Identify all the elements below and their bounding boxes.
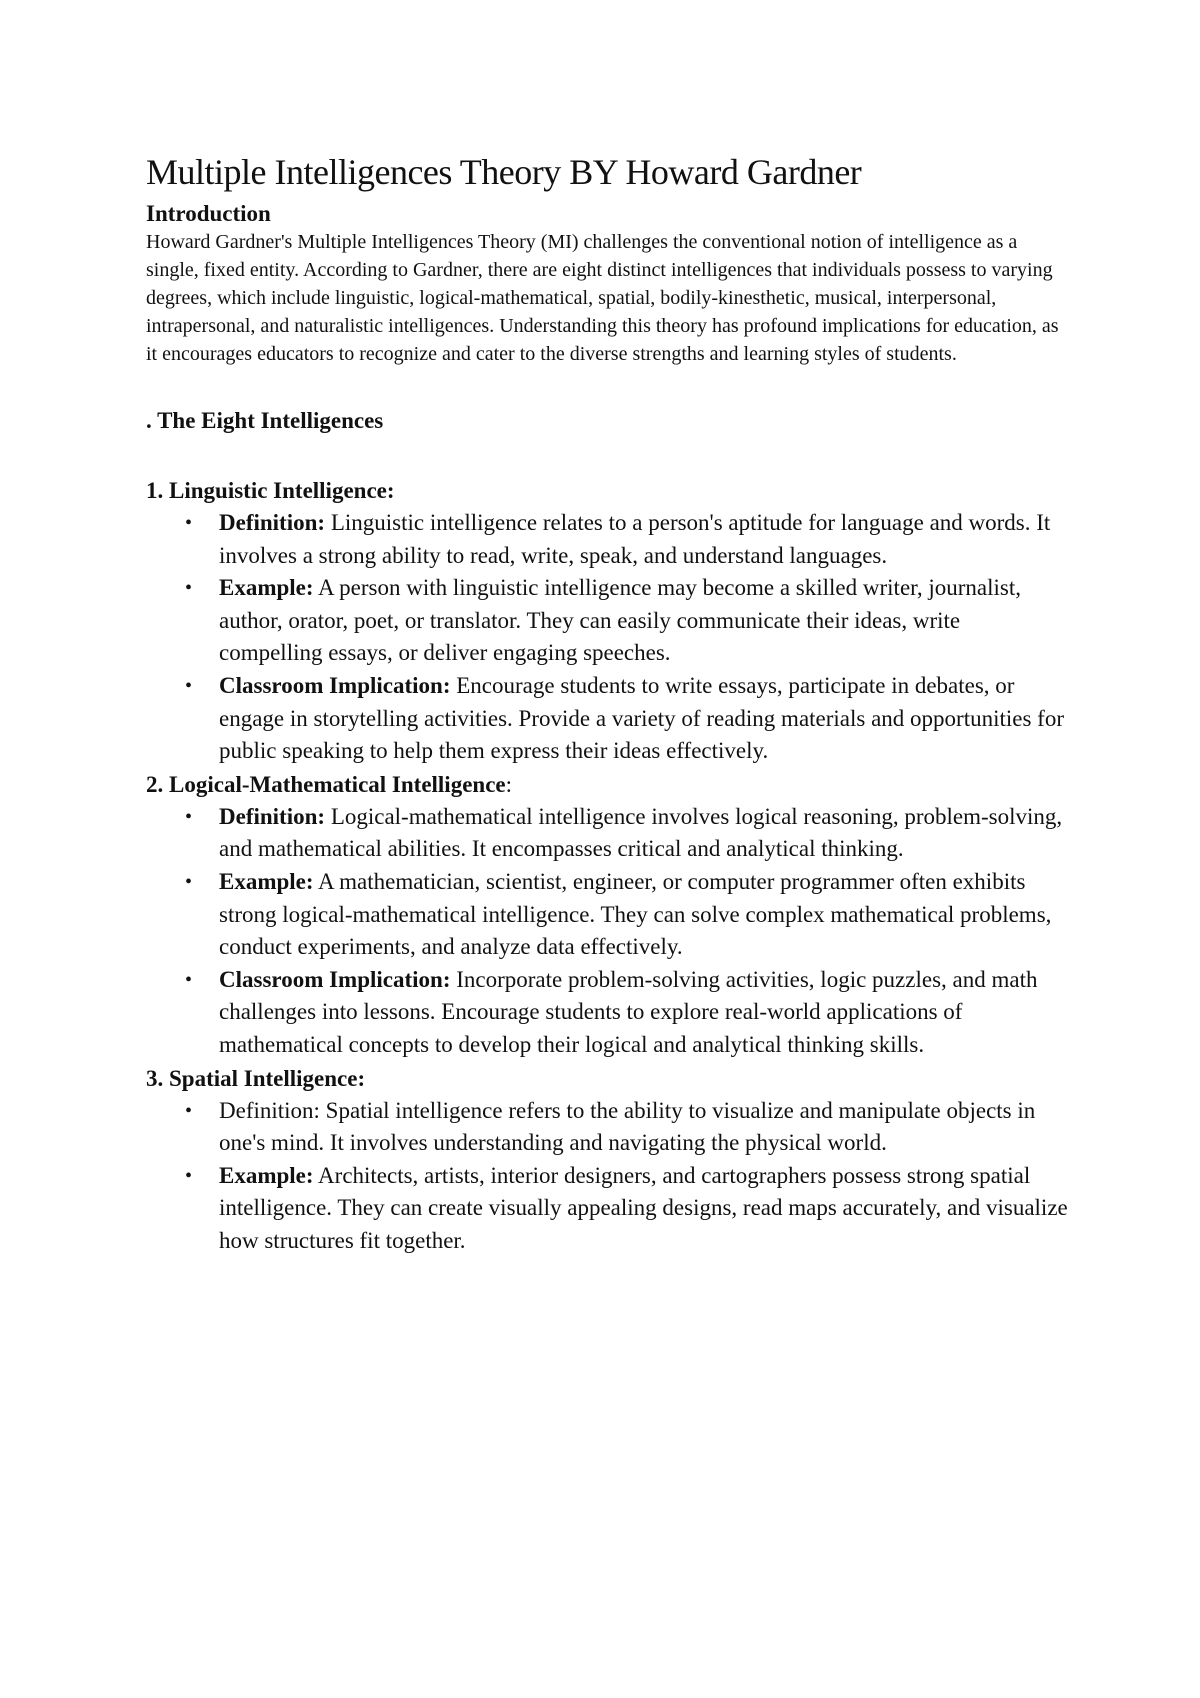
bullet-list [146, 1095, 1076, 1258]
list-item [185, 572, 1069, 670]
intelligence-section [146, 768, 1076, 1062]
point-text: Encourage students to write essays, participate in debates, or engage in storytelling activities. Provide a variety of reading materials and opportunities for public speaking to help them express their ideas effectively. [219, 672, 1065, 764]
document-title: Multiple Intelligences Theory BY Howard Gardner [146, 152, 862, 192]
bullet-list [146, 801, 1076, 1062]
bullet-icon: • [185, 968, 193, 991]
intelligence-section [146, 1062, 1076, 1258]
intelligence-heading [146, 768, 1076, 801]
intelligence-heading-text: 2. Logical-Mathematical Intelligence [146, 771, 506, 797]
point-label: Example: [219, 1162, 314, 1188]
bullet-icon: • [185, 870, 193, 893]
document-page [146, 150, 1076, 1257]
intro-heading: Introduction [146, 201, 271, 226]
list-item [185, 964, 1069, 1062]
list-item [185, 1160, 1069, 1258]
intelligences-list [146, 474, 1076, 1257]
intelligence-heading-suffix: : [505, 771, 513, 797]
point-label: Classroom Implication: [219, 672, 451, 698]
intelligence-heading [146, 474, 1076, 507]
point-text: Logical-mathematical intelligence involves logical reasoning, problem-solving, and mathematical abilities. It encompasses critical and analytical thinking. [219, 803, 1063, 862]
list-item [185, 866, 1069, 964]
intro-paragraph: Howard Gardner's Multiple Intelligences Theory (MI) challenges the conventional notion of intelligence as a single, fixed entity. According to Gardner, there are eight distinct intelligences that individuals possess to varying degrees, which include linguistic, logical-mathematical, spatial, bodily-kinesthetic, musical, interpersonal, intrapersonal, and naturalistic intelligences. Understanding this theory has profound implications for education, as it encourages educators to recognize and cater to the diverse strengths and learning styles of students. [146, 231, 1059, 365]
point-text: Definition: Spatial intelligence refers to the ability to visualize and manipulate objects in one's mind. It involves understanding and navigating the physical world. [219, 1097, 1036, 1156]
list-item [185, 670, 1069, 768]
intelligence-heading [146, 1062, 1076, 1095]
list-item [185, 801, 1069, 866]
intelligence-heading-text: 1. Linguistic Intelligence: [146, 478, 395, 503]
list-item [185, 507, 1069, 572]
list-item [185, 1095, 1069, 1160]
point-label: Example: [219, 575, 314, 601]
point-label: Classroom Implication: [219, 966, 451, 992]
point-text: Linguistic intelligence relates to a person's aptitude for language and words. It involves a strong ability to read, write, speak, and understand languages. [219, 510, 1051, 568]
point-label: Example: [219, 868, 314, 894]
bullet-icon: • [185, 1164, 193, 1187]
bullet-icon: • [185, 674, 193, 697]
point-label: Definition: [219, 803, 326, 829]
bullet-icon: • [185, 805, 193, 828]
point-text: A mathematician, scientist, engineer, or computer programmer often exhibits strong logical-mathematical intelligence. They can solve complex mathematical problems, conduct experiments, and analyze data effectively. [219, 868, 1052, 960]
point-label: Definition: [219, 510, 326, 535]
point-text: Incorporate problem-solving activities, logic puzzles, and math challenges into lessons. Encourage students to explore real-world applications of mathematical concepts to develop their logical and analytical thinking skills. [219, 966, 1038, 1057]
intelligence-heading-text: 3. Spatial Intelligence: [146, 1065, 366, 1091]
bullet-list [146, 507, 1076, 768]
intelligence-section [146, 474, 1076, 768]
point-text: A person with linguistic intelligence may become a skilled writer, journalist, author, orator, poet, or translator. They can easily communicate their ideas, write compelling essays, or deliver engaging speeches. [219, 575, 1022, 666]
bullet-icon: • [185, 577, 193, 600]
bullet-icon: • [185, 1099, 193, 1122]
point-text: Architects, artists, interior designers, and cartographers possess strong spatial intelligence. They can create visually appealing designs, read maps accurately, and visualize how structures fit together. [219, 1162, 1068, 1253]
section-heading: . The Eight Intelligences [146, 408, 384, 433]
bullet-icon: • [185, 512, 193, 534]
